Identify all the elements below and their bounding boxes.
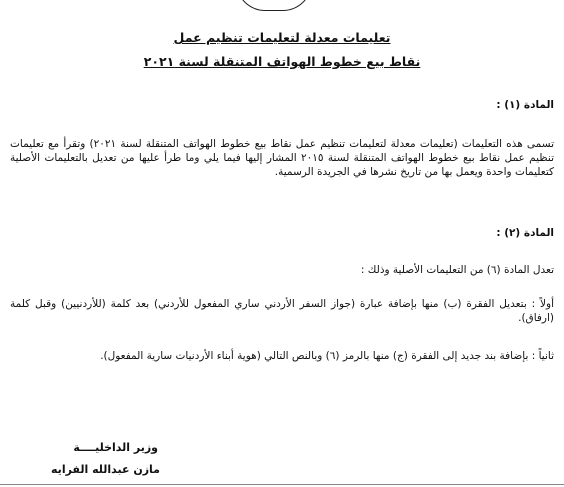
article2-first-item: أولاً : بتعديل الفقرة (ب) منها بإضافة عبارة (جواز السفر الأردني ساري المفعول للأردني) بعد كلمة (للأردنيين) وقبل كلمة (ارفاق). (10, 298, 554, 325)
signature-name: مازن عبدالله الفرايه (51, 463, 160, 476)
signature-title: وزير الداخليــــة (73, 441, 158, 454)
document-title-line1: تعليمات معدلة لتعليمات تنظيم عمل (173, 30, 391, 45)
article2-intro: تعدل المادة (٦) من التعليمات الأصلية وذلك : (360, 264, 554, 276)
document-title-line2: نقاط بيع خطوط الهواتف المتنقلة لسنة ٢٠٢١ (143, 54, 421, 69)
bottom-divider (0, 484, 564, 485)
article2-heading: المادة (٢) : (496, 227, 554, 239)
article2-second-item: ثانياً : بإضافة بند جديد إلى الفقرة (ج) منها بالرمز (٦) وبالنص التالي (هوية أبناء الأردنيات سارية المفعول). (100, 350, 554, 362)
seal-arc (236, 0, 312, 11)
article1-heading: المادة (١) : (496, 99, 554, 111)
article1-text: تسمى هذه التعليمات (تعليمات معدلة لتعليمات تنظيم عمل نقاط بيع خطوط الهواتف المتنقلة لسنة ٢٠٢١) وتقرأ مع تعليمات تنظيم عمل نقاط بيع خطوط الهواتف المتنقلة لسنة ٢٠١٥ المشار إليها فيما يلي وما طرأ عليها من تعديل بالتعليمات الأصلية كتعليمات واحدة ويعمل بها من تاريخ نشرها في الجريدة الرسمية. (10, 138, 554, 179)
